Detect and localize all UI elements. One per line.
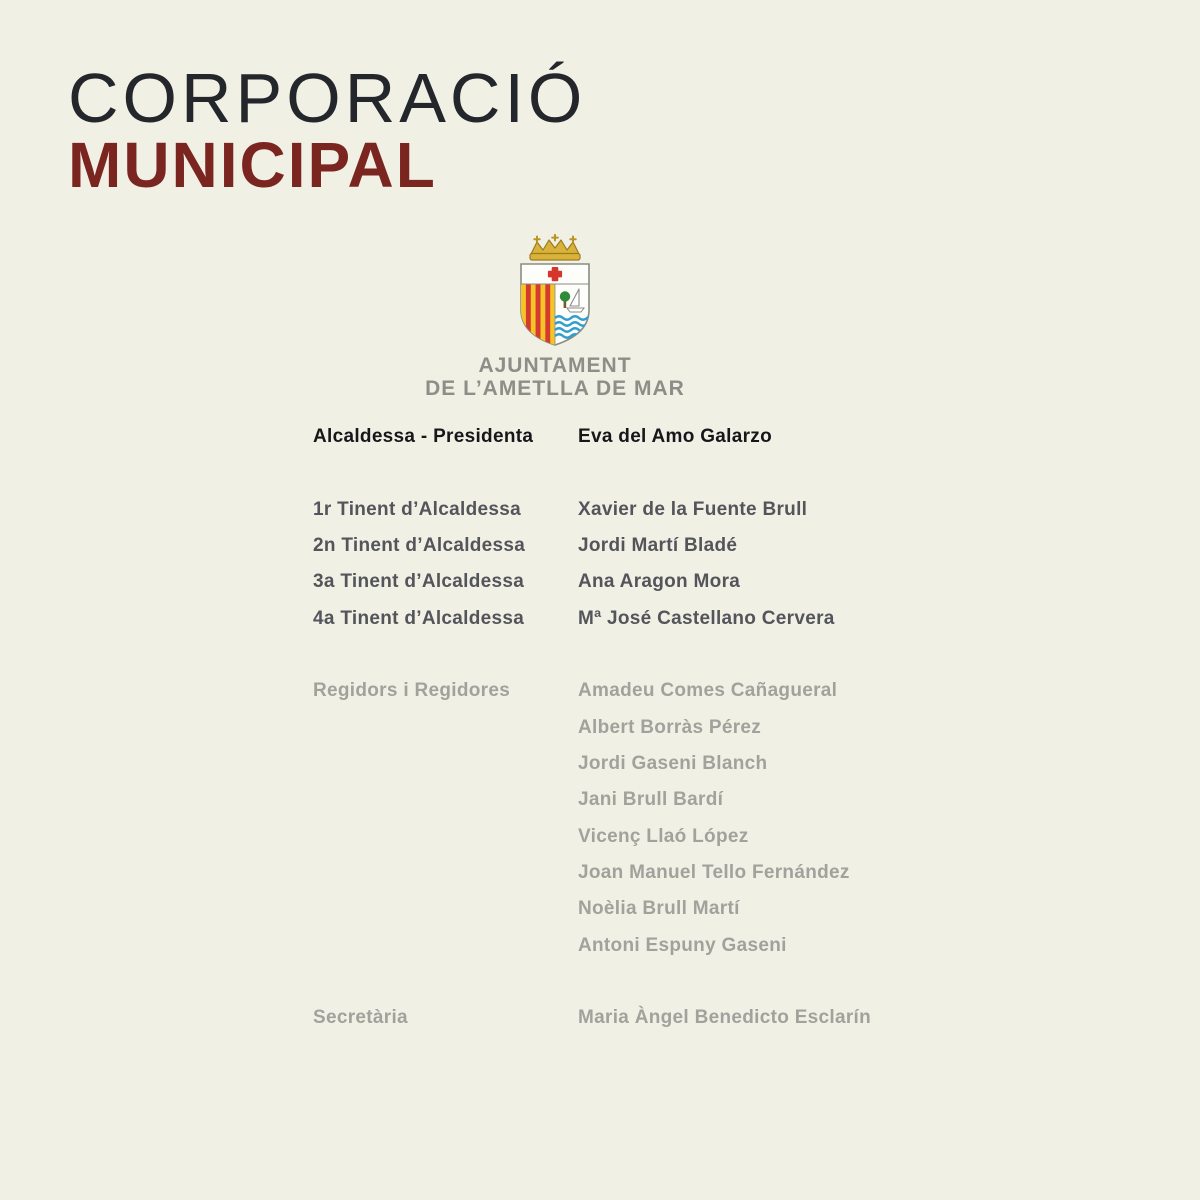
role-label: 1r Tinent d’Alcaldessa	[313, 498, 521, 520]
roster-section	[313, 419, 953, 455]
person-name: Antoni Espuny Gaseni	[578, 934, 787, 956]
roster-row	[313, 601, 953, 637]
roster-section	[313, 1000, 953, 1036]
page-title	[68, 59, 587, 201]
person-name: Jani Brull Bardí	[578, 789, 724, 811]
roster-row	[313, 891, 953, 927]
role-label: 3a Tinent d’Alcaldessa	[313, 571, 525, 593]
roster-row	[313, 419, 953, 455]
roster-row	[313, 928, 953, 964]
person-name: Noèlia Brull Martí	[578, 898, 740, 920]
role-label: Secretària	[313, 1007, 408, 1029]
title-line-1: CORPORACIÓ	[68, 59, 587, 137]
roster-row	[313, 746, 953, 782]
emblem	[405, 234, 705, 400]
coat-of-arms-icon	[515, 234, 595, 348]
person-name: Vicenç Llaó López	[578, 825, 749, 847]
person-name: Joan Manuel Tello Fernández	[578, 862, 850, 884]
person-name: Amadeu Comes Cañagueral	[578, 680, 838, 702]
person-name: Jordi Martí Bladé	[578, 534, 738, 556]
roster-row	[313, 709, 953, 745]
person-name: Maria Àngel Benedicto Esclarín	[578, 1007, 872, 1029]
roster-section	[313, 673, 953, 964]
roster-row	[313, 1000, 953, 1036]
org-line-1: AJUNTAMENT	[478, 354, 632, 377]
role-label: 2n Tinent d’Alcaldessa	[313, 534, 526, 556]
role-label: Regidors i Regidores	[313, 680, 511, 702]
role-label: Alcaldessa - Presidenta	[313, 426, 534, 448]
roster-row	[313, 491, 953, 527]
person-name: Albert Borràs Pérez	[578, 716, 762, 738]
roster	[313, 419, 953, 1036]
roster-row	[313, 564, 953, 600]
roster-section	[313, 491, 953, 637]
roster-row	[313, 528, 953, 564]
roster-row	[313, 855, 953, 891]
person-name: Eva del Amo Galarzo	[578, 426, 773, 448]
roster-row	[313, 819, 953, 855]
organization-name	[425, 354, 685, 400]
person-name: Ana Aragon Mora	[578, 571, 741, 593]
role-label: 4a Tinent d’Alcaldessa	[313, 607, 525, 629]
crown-shape	[530, 235, 580, 260]
roster-row	[313, 782, 953, 818]
roster-row	[313, 673, 953, 709]
person-name: Mª José Castellano Cervera	[578, 607, 835, 629]
org-line-2: DE L’AMETLLA DE MAR	[425, 377, 685, 400]
title-line-2: MUNICIPAL	[68, 129, 437, 201]
person-name: Jordi Gaseni Blanch	[578, 752, 768, 774]
person-name: Xavier de la Fuente Brull	[578, 498, 808, 520]
